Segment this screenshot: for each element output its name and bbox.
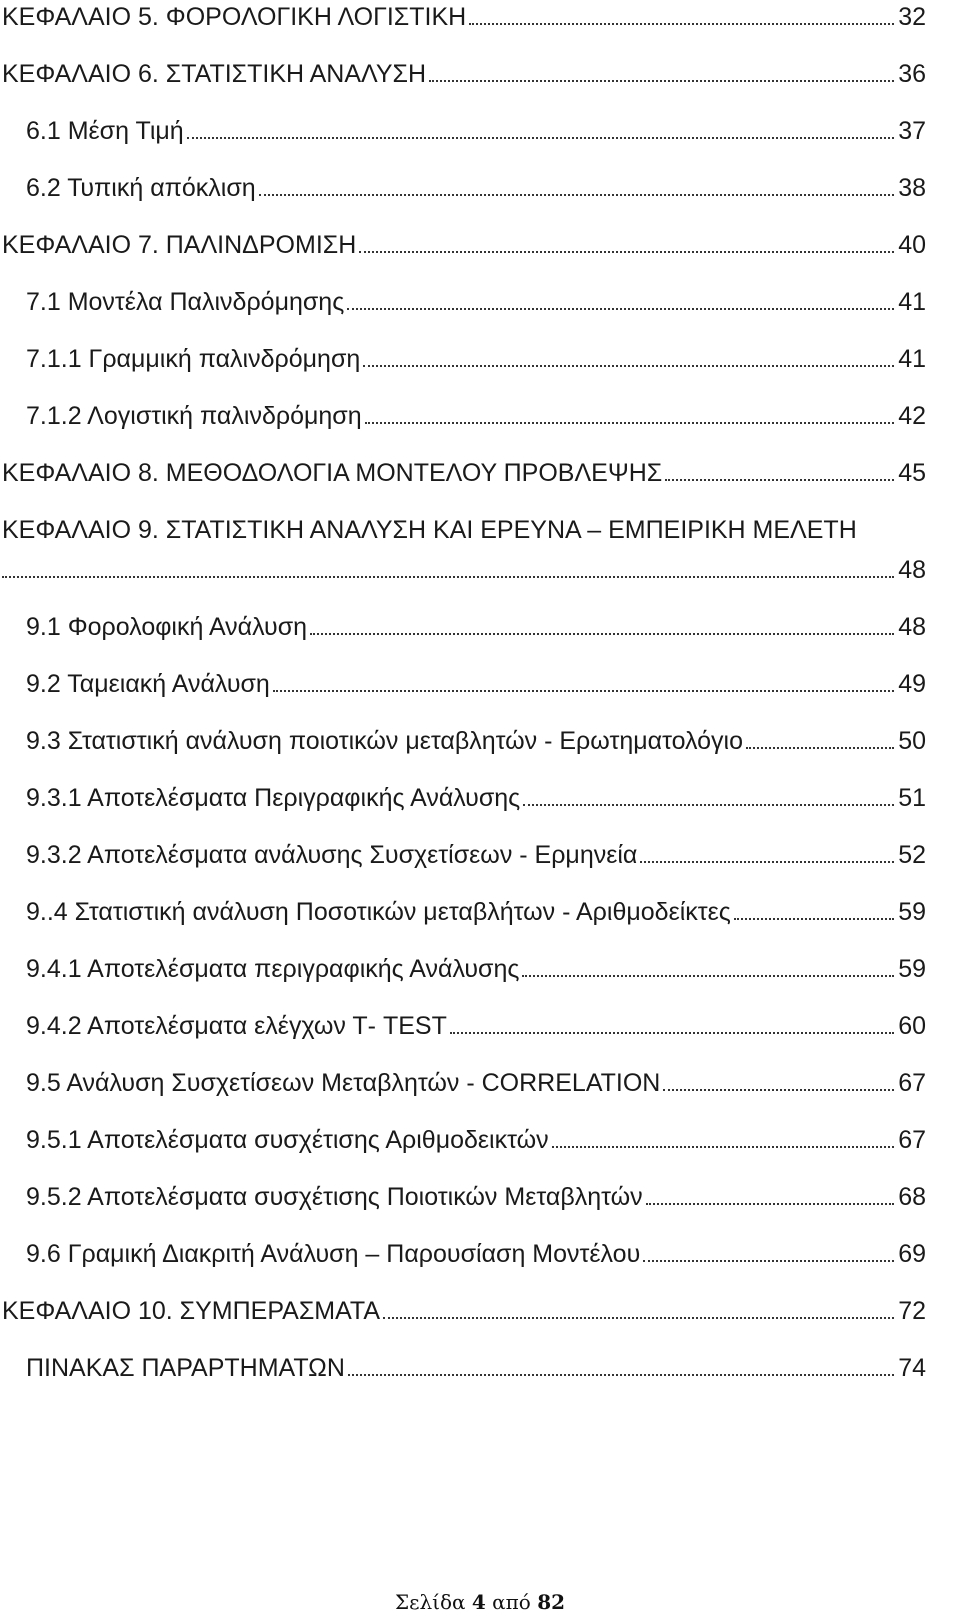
toc-entry-page: 41	[898, 345, 926, 373]
footer-of-label: από	[492, 1590, 531, 1614]
toc-entry[interactable]	[26, 659, 926, 699]
toc-entry-title: ΚΕΦΑΛΑΙΟ 7. ΠΑΛΙΝΔΡΟΜΙΣΗ	[2, 231, 357, 259]
toc-entry-page: 48	[898, 556, 926, 584]
toc-entry-continued[interactable]	[2, 545, 926, 585]
toc-entry-page: 38	[898, 174, 926, 202]
toc-entry-page: 67	[898, 1069, 926, 1097]
dot-leader	[365, 422, 895, 424]
toc-entry[interactable]	[26, 106, 926, 146]
toc-entry-page: 59	[898, 955, 926, 983]
toc-entry[interactable]	[26, 1001, 926, 1041]
toc-entry[interactable]	[26, 391, 926, 431]
dot-leader	[363, 365, 894, 367]
toc-entry-page: 60	[898, 1012, 926, 1040]
dot-leader	[522, 975, 894, 977]
dot-leader	[359, 251, 894, 253]
toc-entry-title: 7.1.1 Γραμμική παλινδρόμηση	[26, 345, 361, 373]
dot-leader	[348, 1374, 894, 1376]
toc-entry-title: 9.3.1 Αποτελέσματα Περιγραφικής Ανάλυσης	[26, 784, 521, 812]
toc-entry-title-long[interactable]: ΚΕΦΑΛΑΙΟ 9. ΣΤΑΤΙΣΤΙΚΗ ΑΝΑΛΥΣΗ ΚΑΙ ΕΡΕΥΝΑ – ΕΜΠΕΙΡΙΚΗ ΜΕΛΕΤΗ	[2, 516, 857, 544]
dot-leader	[187, 137, 894, 139]
toc-entry[interactable]	[26, 1229, 926, 1269]
toc-entry[interactable]	[26, 716, 926, 756]
toc-entry-page: 52	[898, 841, 926, 869]
toc-entry-title: 9.5.1 Αποτελέσματα συσχέτισης Αριθμοδεικτών	[26, 1126, 549, 1154]
toc-entry-page: 32	[898, 3, 926, 31]
footer-current-page: 4	[471, 1590, 486, 1614]
toc-entry-page: 67	[898, 1126, 926, 1154]
dot-leader	[259, 194, 895, 196]
toc-entry-title: 9.1 Φορολοφική Ανάλυση	[26, 613, 308, 641]
toc-entry-title: 9.4.2 Αποτελέσματα ελέγχων Τ- TEST	[26, 1012, 447, 1040]
toc-entry-page: 42	[898, 402, 926, 430]
dot-leader	[643, 1260, 894, 1262]
toc-entry[interactable]	[26, 1172, 926, 1212]
toc-entry-title: 9.5.2 Αποτελέσματα συσχέτισης Ποιοτικών Μεταβλητών	[26, 1183, 643, 1211]
toc-entry[interactable]	[26, 830, 926, 870]
toc-entry[interactable]	[26, 1058, 926, 1098]
dot-leader	[746, 747, 894, 749]
dot-leader	[383, 1317, 894, 1319]
dot-leader	[663, 1089, 894, 1091]
dot-leader	[450, 1032, 894, 1034]
toc-entry[interactable]	[26, 1115, 926, 1155]
dot-leader	[469, 23, 894, 25]
page-footer	[0, 1590, 960, 1614]
toc-entry-title: ΚΕΦΑΛΑΙΟ 10. ΣΥΜΠΕΡΑΣΜΑΤΑ	[2, 1297, 381, 1325]
toc-entry-page: 68	[898, 1183, 926, 1211]
toc-entry-page: 50	[898, 727, 926, 755]
dot-leader	[310, 633, 894, 635]
toc-entry-page: 72	[898, 1297, 926, 1325]
toc-entry-page: 48	[898, 613, 926, 641]
toc-entry[interactable]	[26, 277, 926, 317]
toc-entry-page: 40	[898, 231, 926, 259]
toc-entry[interactable]	[2, 0, 926, 32]
toc-entry-page: 36	[898, 60, 926, 88]
toc-entry-title: 6.2 Τυπική απόκλιση	[26, 174, 256, 202]
toc-entry-title: 9.3 Στατιστική ανάλυση ποιοτικών μεταβλητών - Ερωτηματολόγιο	[26, 727, 744, 755]
toc-entry[interactable]	[26, 887, 926, 927]
footer-total-pages: 82	[537, 1590, 566, 1614]
toc-entry[interactable]	[26, 944, 926, 984]
footer-page-label: Σελίδα	[394, 1590, 466, 1614]
toc-entry-page: 74	[898, 1354, 926, 1382]
toc-entry-title: 7.1.2 Λογιστική παλινδρόμηση	[26, 402, 362, 430]
dot-leader	[552, 1146, 895, 1148]
toc-entry-page: 41	[898, 288, 926, 316]
toc-entry-page: 59	[898, 898, 926, 926]
toc-entry-title: 9.6 Γραμική Διακριτή Ανάλυση – Παρουσίαση Μοντέλου	[26, 1240, 641, 1268]
dot-leader	[429, 80, 894, 82]
dot-leader	[273, 690, 894, 692]
toc-entry-title: 7.1 Μοντέλα Παλινδρόμησης	[26, 288, 345, 316]
toc-entry[interactable]	[26, 773, 926, 813]
toc-entry[interactable]	[26, 334, 926, 374]
toc-entry[interactable]	[2, 220, 926, 260]
dot-leader	[734, 918, 894, 920]
toc-entry-title: 6.1 Μέση Τιμή	[26, 117, 184, 145]
dot-leader	[523, 804, 894, 806]
dot-leader	[665, 479, 894, 481]
dot-leader	[646, 1203, 895, 1205]
dot-leader	[347, 308, 894, 310]
toc-entry-title: ΚΕΦΑΛΑΙΟ 5. ΦΟΡΟΛΟΓΙΚΗ ΛΟΓΙΣΤΙΚΗ	[2, 3, 467, 31]
toc-entry-page: 69	[898, 1240, 926, 1268]
toc-entry[interactable]	[26, 602, 926, 642]
toc-entry-title: ΚΕΦΑΛΑΙΟ 6. ΣΤΑΤΙΣΤΙΚΗ ΑΝΑΛΥΣΗ	[2, 60, 427, 88]
toc-entry-title: 9.4.1 Αποτελέσματα περιγραφικής Ανάλυσης	[26, 955, 520, 983]
toc-entry[interactable]	[2, 448, 926, 488]
toc-entry[interactable]	[26, 163, 926, 203]
toc-entry-title: 9.2 Ταμειακή Ανάλυση	[26, 670, 270, 698]
toc-entry[interactable]	[2, 49, 926, 89]
toc-entry-title: 9.3.2 Αποτελέσματα ανάλυσης Συσχετίσεων - Ερμηνεία	[26, 841, 638, 869]
toc-entry-title: ΚΕΦΑΛΑΙΟ 8. ΜΕΘΟΔΟΛΟΓΙΑ ΜΟΝΤΕΛΟΥ ΠΡΟΒΛΕΨΗΣ	[2, 459, 663, 487]
toc-entry-page: 37	[898, 117, 926, 145]
toc-entry-title: ΠΙΝΑΚΑΣ ΠΑΡΑΡΤΗΜΑΤΩΝ	[26, 1354, 345, 1382]
toc-entry-title: 9..4 Στατιστική ανάλυση Ποσοτικών μεταβλήτων - Αριθμοδείκτες	[26, 898, 731, 926]
dot-leader	[2, 576, 894, 578]
toc-entry-page: 51	[898, 784, 926, 812]
toc-entry-page: 49	[898, 670, 926, 698]
toc-entry[interactable]	[2, 1286, 926, 1326]
toc-entry-page: 45	[898, 459, 926, 487]
toc-entry-title: 9.5 Ανάλυση Συσχετίσεων Μεταβλητών - CORRELATION	[26, 1069, 661, 1097]
toc-entry[interactable]	[26, 1343, 926, 1383]
dot-leader	[640, 861, 894, 863]
